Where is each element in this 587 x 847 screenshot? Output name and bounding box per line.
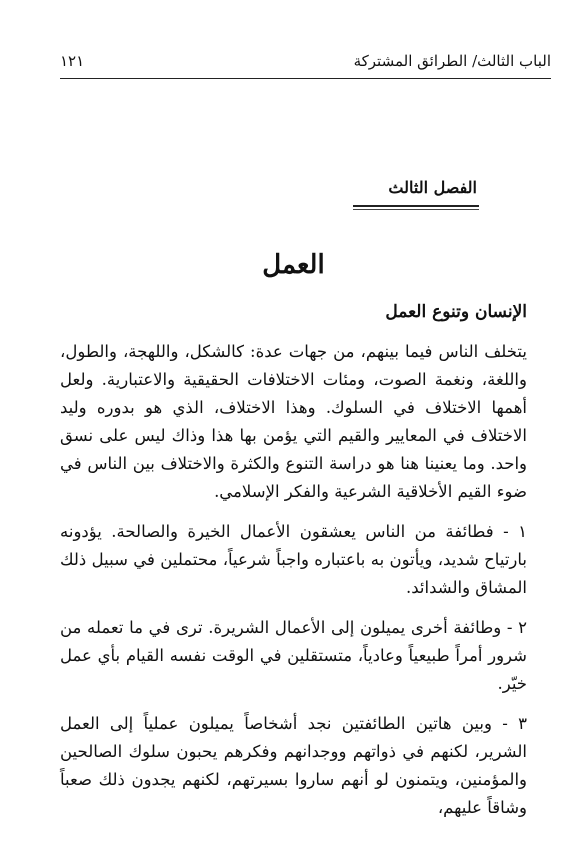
paragraph-point-3: ٣ - وبين هاتين الطائفتين نجد أشخاصاً يميلون عملياً إلى العمل الشرير، لكنهم في ذواتهم ووجدانهم وفكرهم يحبون سلوك الصالحين والمؤمنين، ويتمنون لو أنهم ساروا بسيرتهم، لكنهم يجدون ذلك صعباً وشاقاً عليهم، — [60, 714, 527, 817]
paragraph-intro: يتخلف الناس فيما بينهم، من جهات عدة: كالشكل، واللهجة، والطول، واللغة، ونغمة الصوت، ومئات الاختلافات الحقيقية والاعتبارية. ولعل أهمها الاختلاف في السلوك. وهذا الاختلاف، الذي هو بدوره وليد الاختلاف في المعايير والقيم التي يؤمن بها هذا وذاك ليس على نسق واحد. وما يعنينا هنا هو دراسة التنوع والكثرة والاختلاف بين الناس في ضوء القيم الأخلاقية الشرعية والفكر الإسلامي. — [60, 342, 527, 501]
chapter-label: الفصل الثالث — [388, 178, 477, 197]
paragraph-point-2: ٢ - وطائفة أخرى يميلون إلى الأعمال الشريرة. ترى في ما تعمله من شرور أمراً طبيعياً وعادياً، متستقلين في الوقت نفسه القيام بأي عمل خيّر. — [60, 618, 527, 693]
chapter-underline-thin — [353, 209, 479, 210]
paragraph-point-1: ١ - فطائفة من الناس يعشقون الأعمال الخيرة والصالحة. يؤدونه بارتياح شديد، ويأتون به باعتباره واجباً شرعياً، محتملين في سبيل ذلك المشاق والشدائد. — [60, 522, 527, 597]
chapter-title: العمل — [262, 250, 325, 280]
header-rule — [60, 78, 551, 79]
section-heading: الإنسان وتنوع العمل — [385, 302, 527, 322]
body-text — [60, 338, 527, 834]
running-title: الباب الثالث/ الطرائق المشتركة — [353, 52, 551, 70]
page-number: ١٢١ — [60, 52, 85, 70]
chapter-underline — [353, 205, 479, 207]
running-header — [60, 50, 551, 72]
